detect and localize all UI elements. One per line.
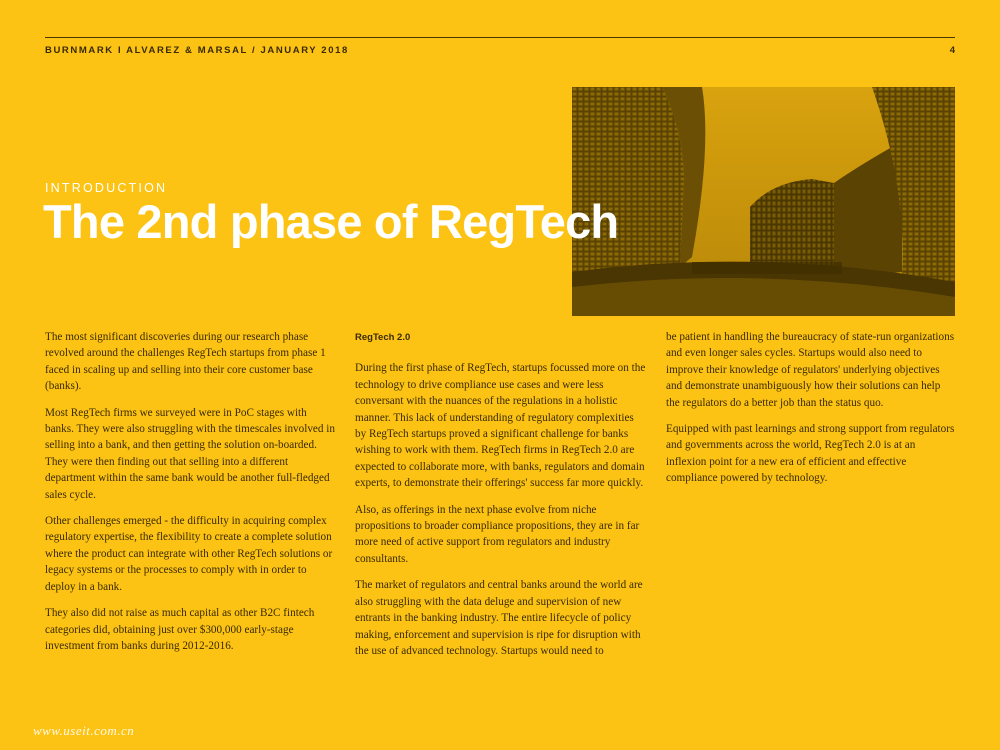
paragraph: Also, as offerings in the next phase evolve from niche propositions to broader compliance propositions, they are in far more need of active support from regulators and industry consultants. bbox=[355, 503, 640, 565]
paragraph: Other challenges emerged - the difficulty in acquiring complex regulatory expertise, the flexibility to create a complete solution where the product can integrate with other RegTech solutions or legacy systems or the processes to comply with in order to deploy in a bank. bbox=[45, 515, 333, 593]
body-column-2 bbox=[355, 329, 647, 669]
page-number: 4 bbox=[949, 45, 955, 56]
paragraph: The most significant discoveries during our research phase revolved around the challenges RegTech startups from phase 1 faced in scaling up and selling into their core customer base (banks). bbox=[45, 331, 326, 393]
paragraph: be patient in handling the bureaucracy of state-run organizations and even longer sales cycles. Startups would also need to improve their knowledge of regulators' underlying objectives and demonstrate unambiguously how their solutions can help the regulators do a better job than the status quo. bbox=[666, 331, 955, 409]
header-rule bbox=[45, 37, 955, 38]
paragraph: Most RegTech firms we surveyed were in PoC stages with banks. They were also struggling with the timescales involved in selling into a bank, and then getting the solution on-boarded. They were then finding out that selling into a different department within the same bank would be another full-fledged sales cycle. bbox=[45, 406, 335, 501]
running-header: BURNMARK I ALVAREZ & MARSAL / JANUARY 2018 bbox=[45, 45, 349, 56]
building-photo bbox=[572, 87, 955, 316]
paragraph: The market of regulators and central banks around the world are also struggling with the data deluge and supervision of new entrants in the banking industry. The entire lifecycle of policy making, enforcement and supervision is ripe for disruption with the use of advanced technology. Startups would need to bbox=[355, 579, 643, 657]
page-title: The 2nd phase of RegTech bbox=[43, 195, 619, 248]
paragraph: They also did not raise as much capital as other B2C fintech categories did, obtaining just over $300,000 early-stage investment from banks during 2012-2016. bbox=[45, 607, 315, 652]
section-kicker: INTRODUCTION bbox=[45, 181, 168, 195]
section-subheading: RegTech 2.0 bbox=[355, 332, 411, 343]
paragraph: During the first phase of RegTech, startups focussed more on the technology to drive compliance use cases and were less conversant with the nuances of the regulations in a holistic manner. This lack of understanding of regulatory complexities by RegTech startups proved a significant challenge for banks wishing to work with them. RegTech firms in RegTech 2.0 are expected to collaborate more, with banks, regulators and domain experts, to demonstrate their offerings' success far more quickly. bbox=[355, 362, 646, 490]
body-column-3 bbox=[666, 329, 956, 497]
watermark: www.useit.com.cn bbox=[33, 723, 135, 738]
paragraph: Equipped with past learnings and strong support from regulators and governments across the world, RegTech 2.0 is at an inflexion point for a new era of efficient and effective compliance powered by technology. bbox=[666, 423, 955, 485]
body-column-1 bbox=[45, 329, 335, 664]
